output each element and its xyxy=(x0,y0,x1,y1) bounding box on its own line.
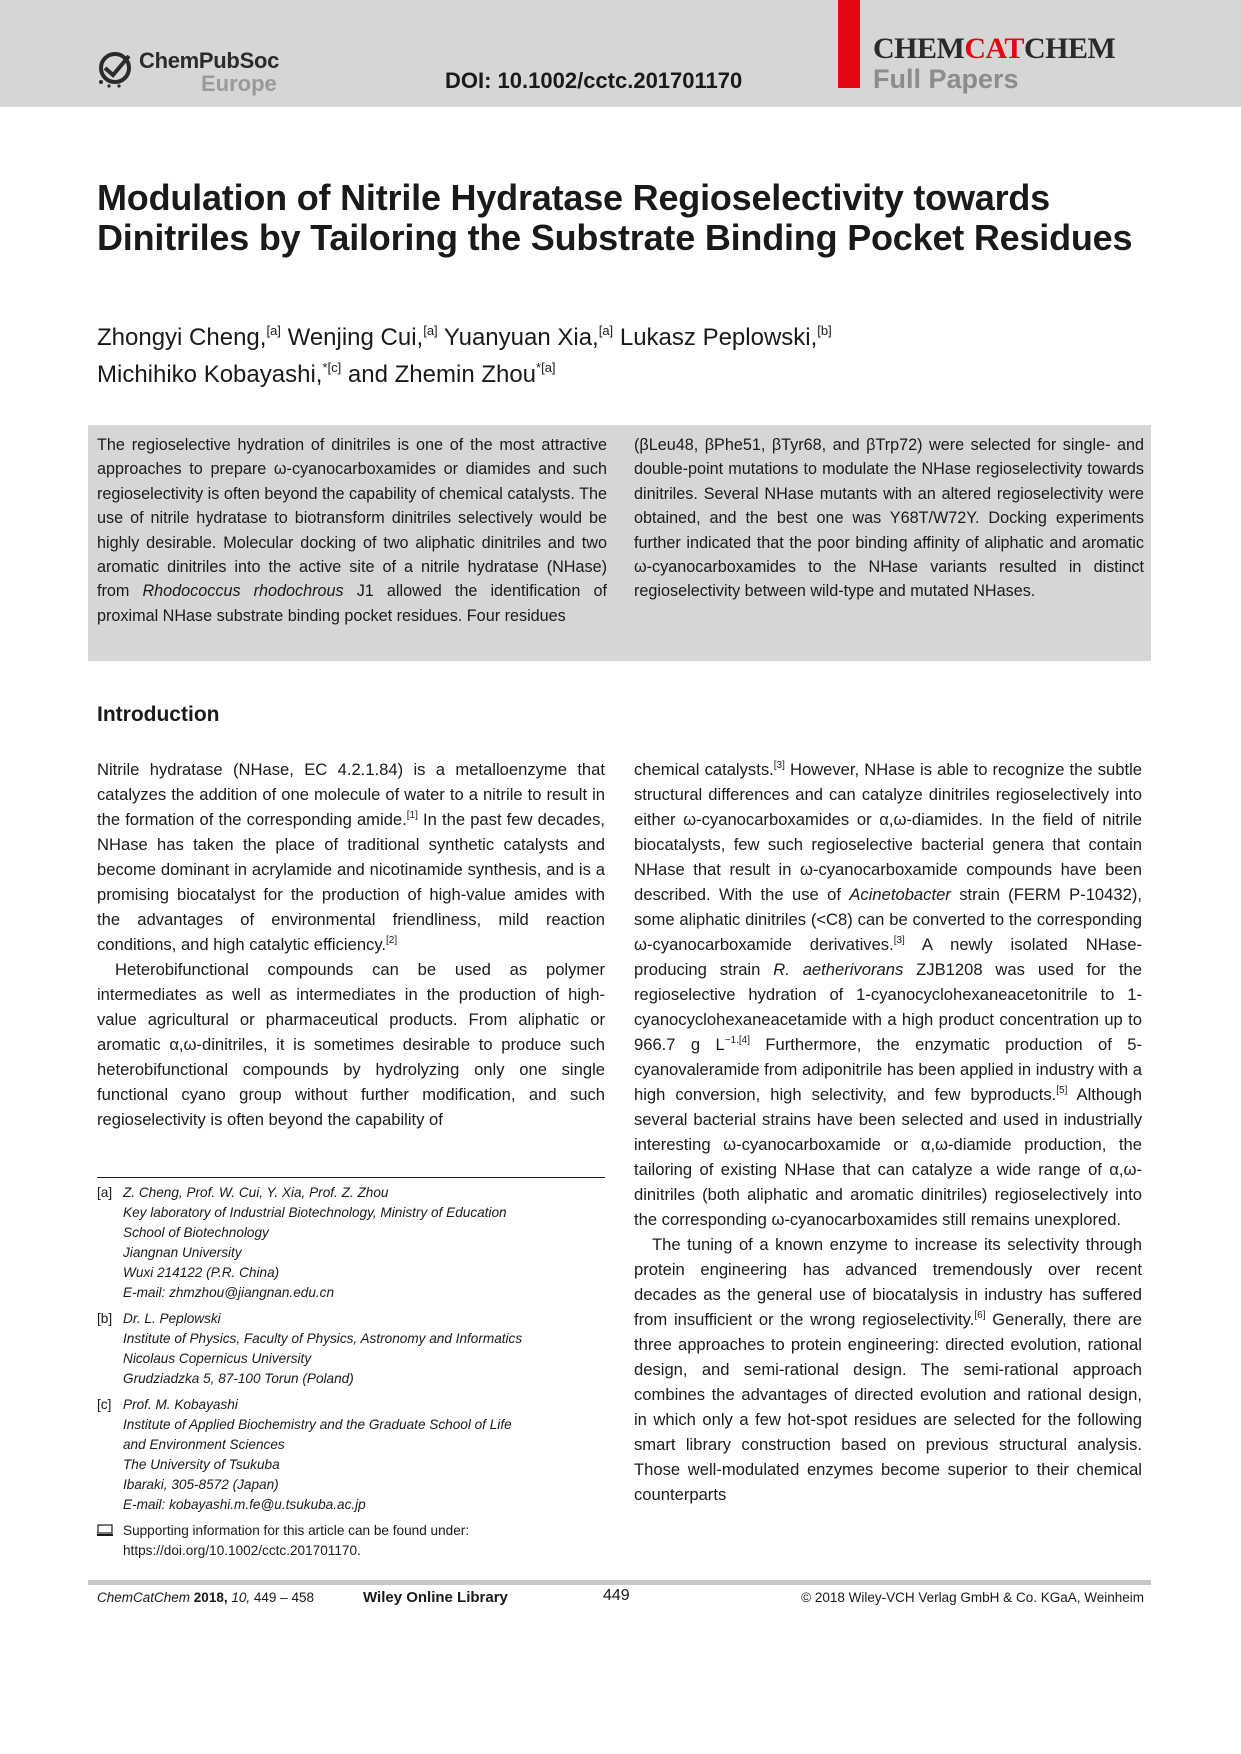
supporting-information-note xyxy=(97,1521,617,1561)
author-name[interactable]: and Zhemin Zhou xyxy=(347,361,537,388)
page-number: 449 xyxy=(603,1587,630,1604)
footnote-line: Wuxi 214122 (P.R. China) xyxy=(123,1265,280,1280)
footnote-c xyxy=(97,1395,617,1515)
footnote-line: Grudziadzka 5, 87-100 Torun (Poland) xyxy=(123,1371,354,1386)
abstract-box xyxy=(88,425,1151,661)
paragraph-text: A newly isolated NHase-producing strain xyxy=(634,935,1142,979)
genus-name: Acinetobacter xyxy=(849,885,951,904)
footnote-tag: [b] xyxy=(97,1311,113,1326)
author-affiliation: [b] xyxy=(817,323,832,338)
section-type: Full Papers xyxy=(873,64,1019,94)
footer-year: 2018, xyxy=(193,1590,228,1605)
abstract-text xyxy=(97,433,607,628)
author-affiliation: *[a] xyxy=(536,360,556,375)
copyright-notice: © 2018 Wiley-VCH Verlag GmbH & Co. KGaA, Weinheim xyxy=(801,1590,1144,1605)
author-name[interactable]: Zhongyi Cheng, xyxy=(97,324,267,351)
footnote-line: Institute of Physics, Faculty of Physics, Astronomy and Informatics xyxy=(123,1331,523,1346)
citation-footer xyxy=(97,1590,314,1605)
author-name[interactable]: Wenjing Cui, xyxy=(287,324,424,351)
author-affiliation: [a] xyxy=(266,323,281,338)
reference-link[interactable]: [6] xyxy=(974,1310,986,1321)
footnote-line: Key laboratory of Industrial Biotechnology, Ministry of Education xyxy=(123,1205,507,1220)
footnote-tag: [a] xyxy=(97,1185,113,1200)
author-affiliation: [a] xyxy=(598,323,614,338)
paragraph xyxy=(634,757,1142,1232)
paragraph-text: Furthermore, the enzymatic production of 5-cyanovaleramide from adiponitrile has been applied in industry with a high conversion, high selectivity, and few byproducts. xyxy=(634,1035,1142,1104)
author-name[interactable]: Michihiko Kobayashi, xyxy=(97,361,323,388)
doi-label[interactable]: DOI: 10.1002/cctc.201701170 xyxy=(445,68,743,93)
author-list xyxy=(97,316,1097,390)
abstract-text-part: The regioselective hydration of dinitriles is one of the most attractive approaches to prepare ω-cyanocarboxamides or diamides and such regioselectivity is often beyond the capability of chemical catalysts. The use of nitrile hydratase to biotransform dinitriles selectively would be highly desirable. Molecular docking of two aliphatic dinitriles and two aromatic dinitriles into the active site of a nitrile hydratase (NHase) from xyxy=(97,436,607,601)
footnote-line: and Environment Sciences xyxy=(123,1437,285,1452)
paragraph-text: Generally, there are three approaches to protein engineering: directed evolution, rational design, and semi-rational design. The semi-rational approach combines the advantages of directed evolution and rational design, in which only a few hot-spot residues are selected for the following smart library construction based on previous structural analysis. Those well-modulated enzymes become superior to their chemical counterparts xyxy=(634,1310,1142,1504)
footnote-line: Jiangnan University xyxy=(123,1245,242,1260)
paragraph: Heterobifunctional compounds can be used as polymer intermediates as well as intermediates in the production of high-value agricultural or pharmaceutical products. From aliphatic or aromatic α,ω-dinitriles, it is sometimes desirable to produce such heterobifunctional compounds by hydrolyzing only one single functional cyano group without further modification, and such regioselectivity is often beyond the capability of xyxy=(97,960,605,1129)
footnote-line: Prof. M. Kobayashi xyxy=(123,1397,238,1412)
paragraph-text: Although several bacterial strains have been selected and used in industrially interesting ω-cyanocarboxamide or α,ω-diamide production, the tailoring of existing NHase that can catalyze a wide range of α,ω-dinitriles (both aliphatic and aromatic dinitriles) regioselectively into the corresponding ω-cyanocarboxamides still remains unexplored. xyxy=(634,1085,1143,1229)
abstract-column-right xyxy=(634,433,1144,604)
paragraph-text: Nitrile hydratase (NHase, EC 4.2.1.84) is a metalloenzyme that catalyzes the addition of one molecule of water to a nitrile to result in the formation of the corresponding amide. xyxy=(97,760,605,829)
chempubsoc-logo-icon xyxy=(97,48,137,88)
paragraph-text: However, NHase is able to recognize the subtle structural differences and can catalyze dinitriles regioselectively into either ω-cyanocarboxamides or α,ω-diamides. In the field of nitrile biocatalysts, few such regioselective bacterial genera that contain NHase that result in ω-cyanocarboxamide compounds have been described. With the use of xyxy=(634,760,1142,904)
body-column-right xyxy=(634,757,1142,1507)
journal-title-part3: CHEM xyxy=(1023,32,1116,65)
footnote-line: Z. Cheng, Prof. W. Cui, Y. Xia, Prof. Z. Zhou xyxy=(123,1185,389,1200)
publisher-region: Europe xyxy=(201,71,277,96)
abstract-column-left xyxy=(97,433,607,628)
author-name[interactable]: Yuanyuan Xia, xyxy=(443,324,599,351)
journal-title[interactable] xyxy=(873,32,1115,66)
paragraph xyxy=(634,1232,1142,1507)
reference-link[interactable]: [3] xyxy=(773,760,785,771)
reference-link[interactable]: [5] xyxy=(1056,1085,1068,1096)
reference-link[interactable]: .[4] xyxy=(736,1035,751,1046)
footnote-line: Nicolaus Copernicus University xyxy=(123,1351,312,1366)
abstract-text: (βLeu48, βPhe51, βTyr68, and βTrp72) were selected for single- and double-point mutations to modulate the NHase regioselectivity towards dinitriles. Several NHase mutants with an altered regioselectivity were obtained, and the best one was Y68T/W72Y. Docking experiments further indicated that the poor binding affinity of aliphatic and aromatic ω-cyanocarboxamides to the NHase variants resulted in distinct regioselectivity between wild-type and mutated NHases. xyxy=(634,436,1144,601)
footer-divider xyxy=(88,1580,1151,1585)
reference-link[interactable]: [3] xyxy=(893,935,905,946)
author-affiliation: *[c] xyxy=(322,360,342,375)
footnote-line: The University of Tsukuba xyxy=(123,1457,280,1472)
section-heading-introduction: Introduction xyxy=(97,703,220,726)
footnote-line: Dr. L. Peplowski xyxy=(123,1311,221,1326)
paragraph xyxy=(97,757,605,957)
footnote-a xyxy=(97,1183,617,1303)
footnote-email[interactable]: E-mail: zhmzhou@jiangnan.edu.cn xyxy=(123,1285,335,1300)
abstract-text-part: J1 allowed the identification of proximal NHase substrate binding pocket residues. Four residues xyxy=(97,582,608,625)
journal-accent-bar xyxy=(838,0,860,88)
header-band xyxy=(0,0,1241,107)
species-name: Rhodococcus rhodochrous xyxy=(142,582,344,601)
footnote-divider xyxy=(97,1177,605,1178)
reference-link[interactable]: [1] xyxy=(406,810,418,821)
footnote-b xyxy=(97,1309,617,1389)
paragraph-text: chemical catalysts. xyxy=(634,760,774,779)
species-name: R. aetherivorans xyxy=(773,960,904,979)
author-name[interactable]: Lukasz Peplowski, xyxy=(619,324,818,351)
journal-title-part2: CAT xyxy=(964,32,1024,65)
publisher-name: ChemPubSoc xyxy=(139,48,280,73)
journal-title-part1: CHEM xyxy=(873,32,965,65)
paragraph-text: ZJB1208 was used for the regioselective hydration of 1-cyanocyclohexaneacetonitrile to 1-cyanocyclohexaneacetamide with a high product concentration up to 966.7 g L xyxy=(634,960,1142,1054)
author-affiliation: [a] xyxy=(423,323,438,338)
footer-pages: 449 – 458 xyxy=(253,1590,314,1605)
article-title: Modulation of Nitrile Hydratase Regioselectivity towards Dinitriles by Tailoring the Substrate Binding Pocket Residues xyxy=(97,177,1133,258)
footnote-line: Ibaraki, 305-8572 (Japan) xyxy=(123,1477,279,1492)
computer-monitor-icon xyxy=(97,1524,113,1537)
paragraph-text: In the past few decades, NHase has taken the place of traditional synthetic catalysts and become dominant in acrylamide and nicotinamide synthesis, and is a promising biocatalyst for the production of high-value amides with the advantages of environmental friendliness, mild reaction conditions, and high catalytic efficiency. xyxy=(97,810,605,954)
footnote-line: Institute of Applied Biochemistry and the Graduate School of Life xyxy=(123,1417,512,1432)
reference-link[interactable]: [2] xyxy=(386,935,398,946)
supporting-info-link[interactable]: https://doi.org/10.1002/cctc.201701170. xyxy=(123,1543,361,1558)
affiliation-footnotes xyxy=(97,1183,617,1561)
body-column-left xyxy=(97,757,605,1132)
publisher-logo[interactable] xyxy=(97,46,287,98)
supporting-info-text: Supporting information for this article can be found under: xyxy=(123,1523,470,1538)
unit-exponent: −1 xyxy=(724,1035,737,1046)
paragraph-text: strain (FERM P-10432), some aliphatic dinitriles (<C8) can be converted to the corresponding ω-cyanocarboxamide derivatives. xyxy=(634,885,1142,954)
paragraph-text: The tuning of a known enzyme to increase its selectivity through protein engineering has advanced tremendously over recent decades as the general use of biocatalysis in industry has suffered from insufficient or the wrong regioselectivity. xyxy=(634,1235,1142,1329)
footnote-email[interactable]: E-mail: kobayashi.m.fe@u.tsukuba.ac.jp xyxy=(123,1497,366,1512)
wiley-online-library-link[interactable]: Wiley Online Library xyxy=(363,1589,508,1606)
footer-journal: ChemCatChem xyxy=(97,1590,191,1605)
footnote-tag: [c] xyxy=(97,1397,112,1412)
footer-volume: 10, xyxy=(231,1590,251,1605)
footnote-line: School of Biotechnology xyxy=(123,1225,269,1240)
